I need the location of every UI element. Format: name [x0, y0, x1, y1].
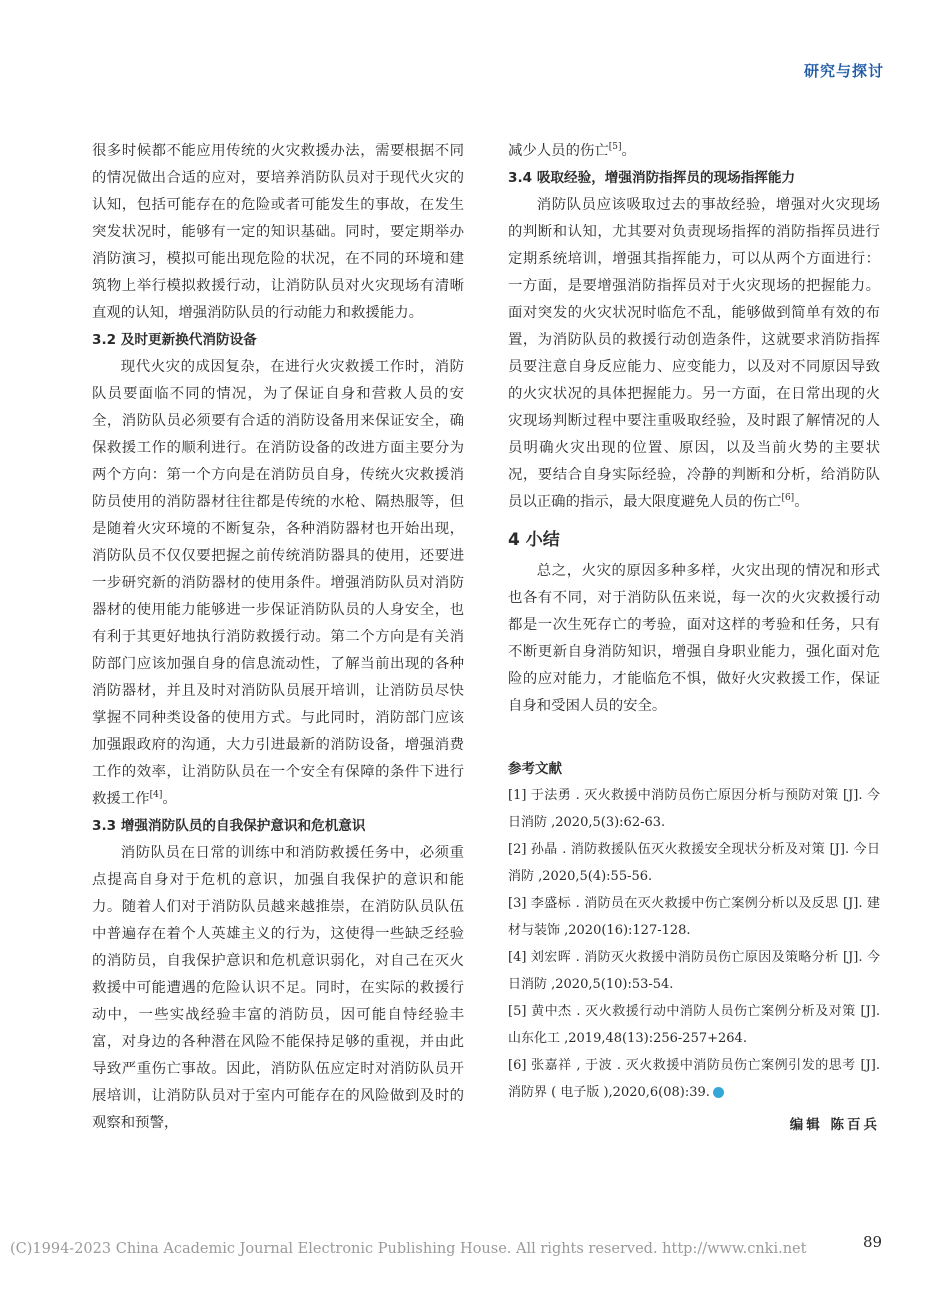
paragraph: 减少人员的伤亡[5]。	[508, 142, 636, 159]
section-heading-3-3: 3.3 增强消防队员的自我保护意识和危机意识	[92, 818, 366, 834]
editor-credit: 编辑 陈百兵	[789, 1117, 880, 1133]
paragraph: 总之，火灾的原因多种多样，火灾出现的情况和形式也各有不同，对于消防队伍来说，每一次的火灾救援行动都是一次生死存亡的考验，面对这样的考验和任务，只有不断更新自身消防知识，增强自身职业能力，强化面对危险的应对能力，才能临危不惧，做好火灾救援工作，保证自身和受困人员的安全。	[508, 563, 880, 714]
paragraph: 很多时候都不能应用传统的火灾救援办法，需要根据不同的情况做出合适的应对，要培养消防队员对于现代火灾的认知，包括可能存在的危险或者可能发生的事故，在发生突发状况时，能够有一定的知识基础。同时，要定期举办消防演习，模拟可能出现危险的状况，在不同的环境和建筑物上举行模拟救援行动，让消防队员对火灾现场有清晰直观的认知，增强消防队员的行动能力和救援能力。	[92, 143, 464, 321]
citation: [5]	[608, 142, 622, 153]
references-title: 参考文献	[508, 761, 562, 777]
copyright-footer: (C)1994-2023 China Academic Journal Electronic Publishing House. All rights reserved. http://www.cnki.net	[10, 1241, 807, 1257]
citation: [6]	[781, 493, 795, 504]
citation: [4]	[149, 790, 163, 801]
page-number: 89	[863, 1233, 883, 1251]
column-header: 研究与探讨	[803, 62, 884, 80]
paragraph: 现代火灾的成因复杂，在进行火灾救援工作时，消防队员要面临不同的情况，为了保证自身和营救人员的安全，消防队员必须要有合适的消防设备用来保证安全，确保救援工作的顺利进行。在消防设备的改进方面主要分为两个方向：第一个方向是在消防员自身，传统火灾救援消防员使用的消防器材往往都是传统的水枪、隔热服等，但是随着火灾环境的不断复杂，各种消防器材也开始出现，消防队员不仅仅要把握之前传统消防器具的使用，还要进一步研究新的消防器材的使用条件。增强消防队员对消防器材的使用能力能够进一步保证消防队员的人身安全，也有利于其更好地执行消防救援行动。第二个方向是有关消防部门应该加强自身的信息流动性，了解当前出现的各种消防器材，并且及时对消防队员展开培训，让消防员尽快掌握不同种类设备的使用方式。与此同时，消防部门应该加强跟政府的沟通，大力引进最新的消防设备，增强消费工作的效率，让消防队员在一个安全有保障的条件下进行救援工作[4]。	[92, 359, 464, 807]
reference-item: [5] 黄中杰 . 灭火救援行动中消防人员伤亡案例分析及对策 [J]. 山东化工 ,2019,48(13):256-257+264.	[508, 1004, 880, 1046]
reference-item: [1] 于法勇 . 灭火救援中消防员伤亡原因分析与预防对策 [J]. 今日消防 ,2020,5(3):62-63.	[508, 788, 880, 830]
reference-item: [2] 孙晶 . 消防救援队伍灭火救援安全现状分析及对策 [J]. 今日消防 ,2020,5(4):55-56.	[508, 842, 880, 884]
paragraph: 消防队员在日常的训练中和消防救援任务中，必须重点提高自身对于危机的意识，加强自我保护的意识和能力。随着人们对于消防队员越来越推崇，在消防队员队伍中普遍存在着个人英雄主义的行为，这使得一些缺乏经验的消防员，自我保护意识和危机意识弱化，对自己在灭火救援中可能遭遇的危险认识不足。同时，在实际的救援行动中，一些实战经验丰富的消防员，因可能自恃经验丰富，对身边的各种潜在风险不能保持足够的重视，并由此导致严重伤亡事故。因此，消防队伍应定时对消防队员开展培训，让消防队员对于室内可能存在的风险做到及时的观察和预警，	[92, 845, 464, 1131]
reference-item: [6] 张嘉祥 , 于波 . 灭火救援中消防员伤亡案例引发的思考 [J]. 消防界 ( 电子版 ),2020,6(08):39.	[508, 1058, 880, 1100]
paragraph: 消防队员应该吸取过去的事故经验，增强对火灾现场的判断和认知，尤其要对负责现场指挥的消防指挥员进行定期系统培训，增强其指挥能力，可以从两个方面进行：一方面，是要增强消防指挥员对于火灾现场的把握能力。面对突发的火灾状况时临危不乱，能够做到简单有效的布置，为消防队员的救援行动创造条件，这就要求消防指挥员要注意自身反应能力、应变能力，以及对不同原因导致的火灾状况的具体把握能力。另一方面，在日常出现的火灾现场判断过程中要注重吸取经验，及时跟了解情况的人员明确火灾出现的位置、原因，以及当前火势的主要状况，要结合自身实际经验，冷静的判断和分析，给消防队员以正确的指示，最大限度避免人员的伤亡[6]。	[508, 197, 880, 510]
section-heading-4: 4 小结	[508, 530, 560, 550]
left-column	[92, 138, 464, 1137]
end-mark-icon	[713, 1087, 724, 1098]
reference-item: [3] 李盛标 . 消防员在灭火救援中伤亡案例分析以及反思 [J]. 建材与装饰 ,2020(16):127-128.	[508, 896, 880, 938]
reference-item: [4] 刘宏晖 . 消防灭火救援中消防员伤亡原因及策略分析 [J]. 今日消防 ,2020,5(10):53-54.	[508, 950, 880, 992]
section-heading-3-2: 3.2 及时更新换代消防设备	[92, 332, 257, 348]
section-heading-3-4: 3.4 吸取经验，增强消防指挥员的现场指挥能力	[508, 170, 796, 186]
right-column	[508, 138, 880, 1139]
